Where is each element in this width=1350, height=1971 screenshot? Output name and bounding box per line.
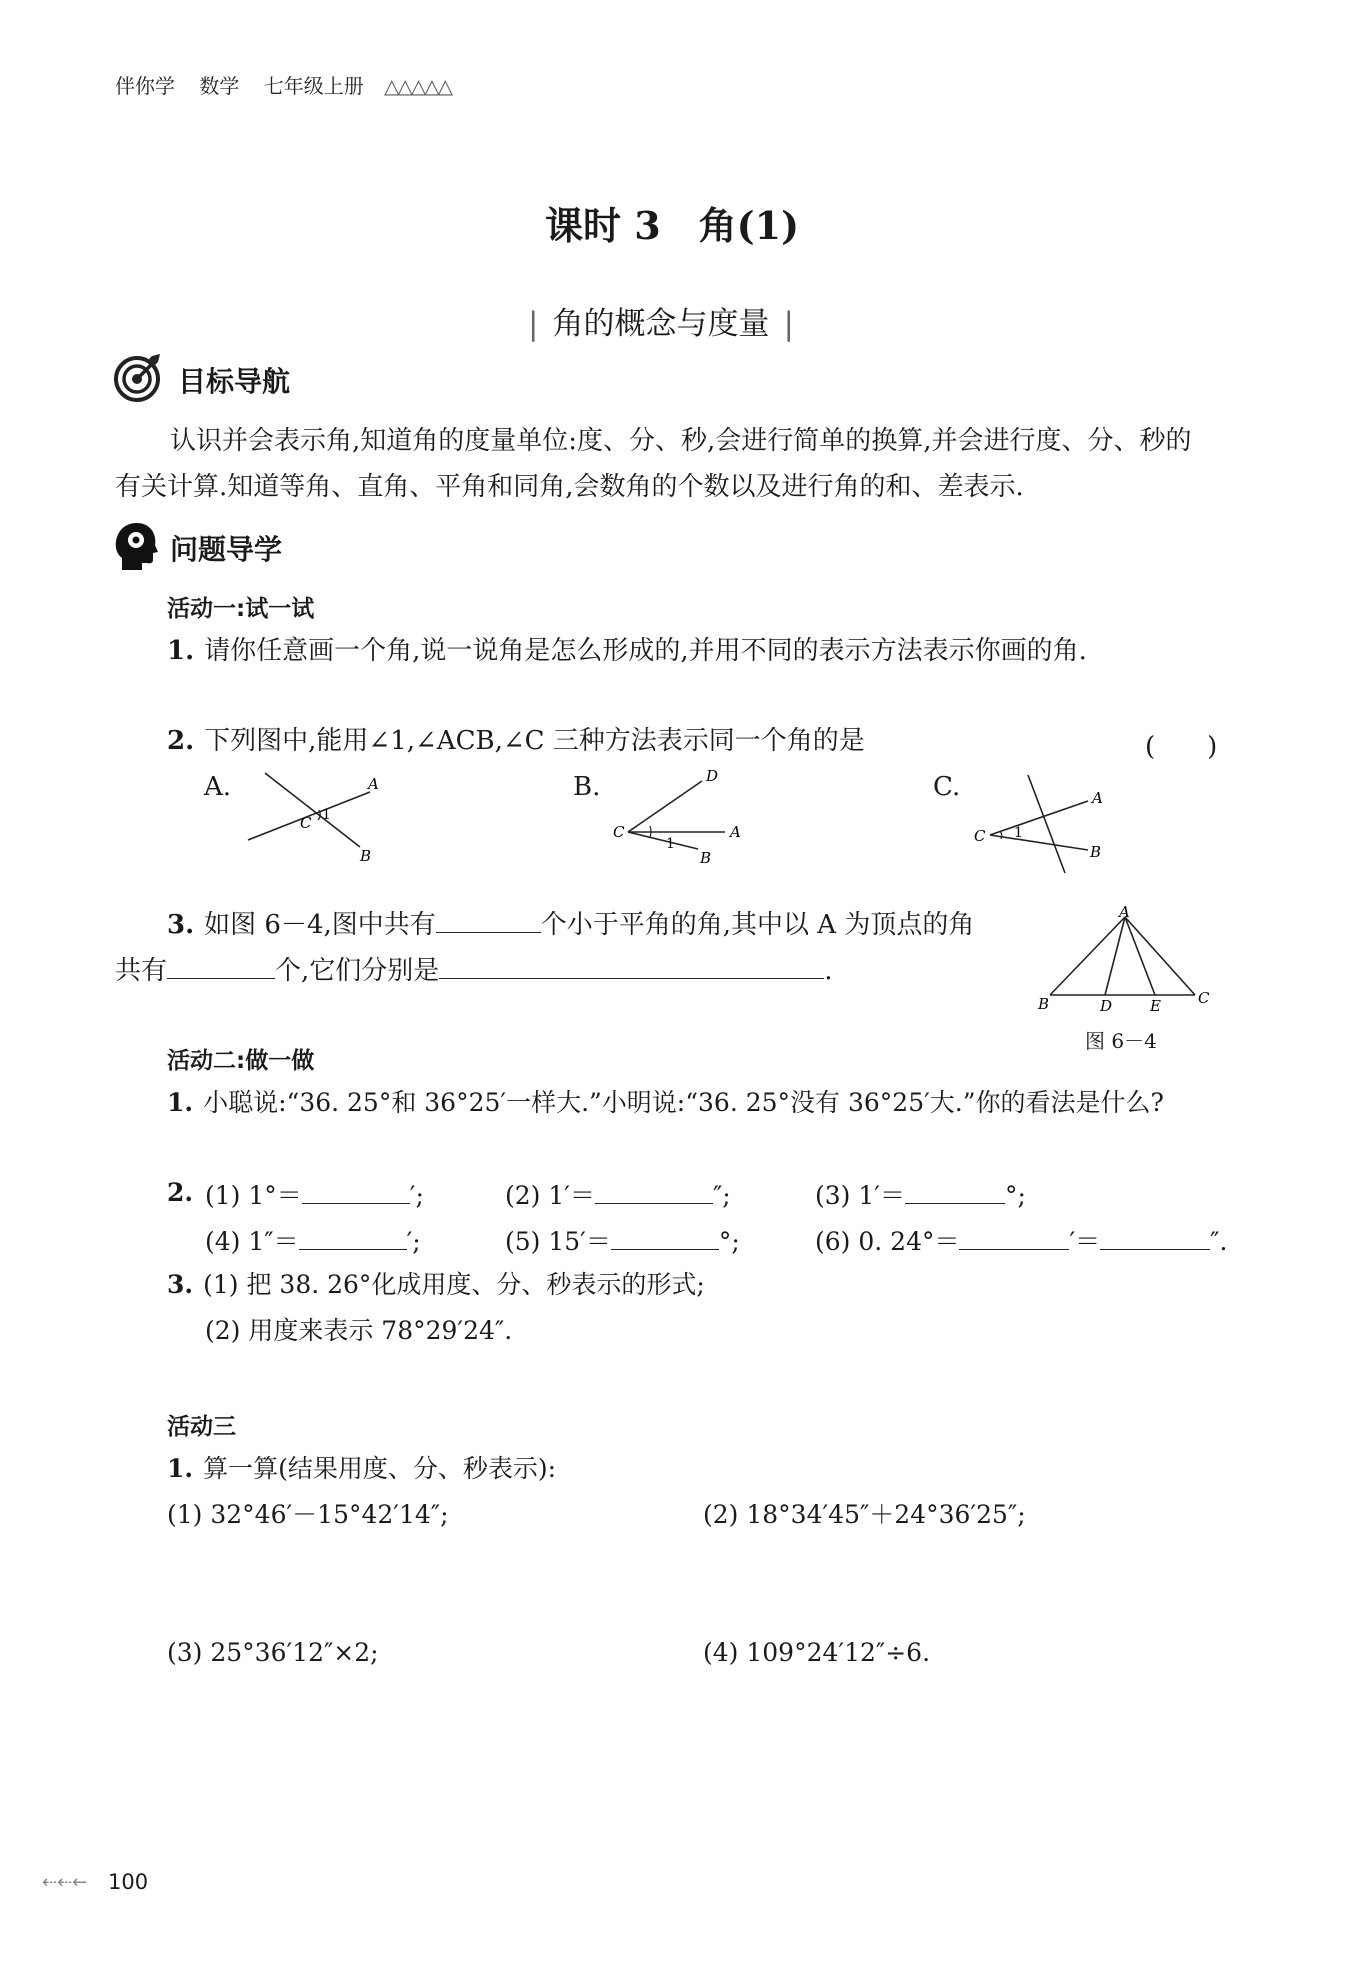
conversion-item-1: [205, 1178, 424, 1211]
item-pre: (3) 1′＝: [815, 1181, 905, 1210]
answer-blank[interactable]: [905, 1178, 1005, 1204]
header-triangles: △△△△△: [384, 74, 451, 98]
answer-blank[interactable]: [299, 1224, 407, 1250]
activity2-q1: [167, 1088, 1164, 1118]
header-subject: 数学: [199, 74, 240, 98]
section-title: 角的概念与度量: [552, 306, 770, 342]
activity1-q3-line1: [167, 906, 974, 941]
label-a: A: [1092, 789, 1103, 807]
option-c-label: C.: [933, 772, 961, 802]
item-post: ′;: [406, 1227, 421, 1256]
q-number: 1.: [167, 1088, 194, 1117]
activity2-q3-line2: [205, 1316, 512, 1346]
item-post: °;: [1004, 1181, 1026, 1210]
head-gear-icon: [112, 518, 158, 572]
q-text: 小聪说:“36. 25°和 36°25′一样大.”小明说:“36. 25°没有 36°25′大.”你的看法是什么?: [203, 1088, 1164, 1117]
figure-option-a: [240, 765, 390, 865]
q-text: 算一算(结果用度、分、秒表示):: [203, 1454, 557, 1483]
option-a-label: A.: [204, 772, 232, 802]
target-icon: [112, 352, 162, 402]
item-pre: (6) 0. 24°＝: [815, 1227, 960, 1256]
label-d: D: [1100, 997, 1113, 1015]
header-grade: 七年级上册: [263, 74, 364, 98]
section-title-wrap: [528, 298, 794, 343]
q-text: .: [824, 956, 833, 986]
q-text: 共有: [115, 956, 168, 986]
item-post: ″.: [1210, 1227, 1228, 1256]
label-b: B: [360, 847, 372, 865]
q-number: 3.: [167, 910, 195, 940]
label-c: C: [613, 823, 625, 841]
q-text: (2) 用度来表示 78°29′24″.: [205, 1316, 513, 1345]
figure-option-b: [610, 765, 760, 865]
label-b: B: [1090, 843, 1102, 861]
activity2-q3-line1: [167, 1270, 705, 1300]
label-b: B: [1038, 995, 1050, 1013]
q-text: 下列图中,能用∠1,∠ACB,∠C 三种方法表示同一个角的是: [204, 726, 865, 756]
answer-blank[interactable]: [959, 1224, 1069, 1250]
answer-blank[interactable]: [439, 952, 824, 979]
q-number: 1.: [167, 1454, 194, 1483]
calc-item-3: (3) 25°36′12″×2;: [167, 1638, 379, 1667]
item-post: °;: [718, 1227, 740, 1256]
item-pre: (1) 1°＝: [205, 1181, 302, 1210]
label-one: 1: [1014, 825, 1023, 841]
answer-blank[interactable]: [611, 1224, 719, 1250]
activity3-title: 活动三: [167, 1414, 236, 1440]
section-bar-right: |: [783, 306, 794, 342]
activity1-q2: [167, 726, 865, 757]
answer-blank[interactable]: [595, 1178, 713, 1204]
activity1-q3-line2: [115, 952, 833, 987]
goals-text-line1: 认识并会表示角,知道角的度量单位:度、分、秒,会进行简单的换算,并会进行度、分、秒的: [170, 426, 1192, 456]
conversion-item-5: [505, 1224, 740, 1257]
header-book: 伴你学: [115, 74, 175, 98]
label-c: C: [974, 827, 986, 845]
q-number: 2.: [167, 726, 195, 756]
goals-text-line2: 有关计算.知道等角、直角、平角和同角,会数角的个数以及进行角的和、差表示.: [115, 472, 1024, 502]
answer-blank[interactable]: [436, 906, 541, 933]
activity1-title: 活动一:试一试: [167, 596, 315, 622]
item-pre: (4) 1″＝: [205, 1227, 299, 1256]
answer-blank[interactable]: [1100, 1224, 1210, 1250]
item-mid: ′＝: [1069, 1227, 1101, 1256]
label-a: A: [1119, 905, 1130, 921]
label-one: 1: [666, 836, 675, 852]
conversion-item-4: [205, 1224, 421, 1257]
running-header: [115, 70, 451, 99]
q-text: 请你任意画一个角,说一说角是怎么形成的,并用不同的表示方法表示你画的角.: [204, 636, 1087, 666]
q-text: 个,它们分别是: [275, 956, 440, 986]
lesson-title: 课时 3 角(1): [545, 203, 800, 248]
answer-paren: ( ): [1145, 732, 1218, 762]
option-b-label: B.: [573, 772, 601, 802]
figure-caption: 图 6－4: [1085, 1029, 1157, 1053]
item-post: ″;: [712, 1181, 731, 1210]
guide-heading: 问题导学: [170, 533, 283, 566]
q-number: 3.: [167, 1270, 194, 1299]
label-c: C: [1198, 989, 1210, 1007]
item-post: ′;: [409, 1181, 424, 1210]
activity3-q1: [167, 1454, 556, 1484]
label-e: E: [1150, 997, 1161, 1015]
figure-option-c: [970, 765, 1120, 875]
conversion-item-2: [505, 1178, 731, 1211]
item-pre: (2) 1′＝: [505, 1181, 595, 1210]
item-pre: (5) 15′＝: [505, 1227, 611, 1256]
answer-blank[interactable]: [302, 1178, 410, 1204]
conversion-item-3: [815, 1178, 1026, 1211]
section-bar-left: |: [528, 306, 539, 342]
label-c: C: [300, 814, 312, 832]
activity2-title: 活动二:做一做: [167, 1048, 315, 1074]
goals-heading: 目标导航: [178, 365, 291, 398]
q-number: 1.: [167, 636, 195, 666]
page-number: 100: [108, 1870, 149, 1894]
label-b: B: [700, 849, 712, 865]
footer-arrows: ⇠⇠←: [42, 1872, 88, 1893]
label-d: D: [706, 767, 719, 785]
label-a: A: [730, 823, 741, 841]
calc-item-4: (4) 109°24′12″÷6.: [703, 1638, 931, 1667]
calc-item-1: (1) 32°46′－15°42′14″;: [167, 1500, 449, 1529]
calc-item-2: (2) 18°34′45″＋24°36′25″;: [703, 1500, 1026, 1529]
label-a: A: [368, 775, 379, 793]
answer-blank[interactable]: [167, 952, 275, 979]
figure-6-4: [1030, 905, 1210, 1015]
activity1-q1: [167, 636, 1087, 667]
activity2-q2-num: [167, 1178, 203, 1208]
conversion-item-6: [815, 1224, 1227, 1257]
q-text: 个小于平角的角,其中以 A 为顶点的角: [540, 910, 975, 940]
label-one: 1: [322, 807, 331, 823]
q-text: 如图 6－4,图中共有: [204, 910, 436, 940]
q-text: (1) 把 38. 26°化成用度、分、秒表示的形式;: [203, 1270, 705, 1299]
q-number: 2.: [167, 1178, 194, 1207]
